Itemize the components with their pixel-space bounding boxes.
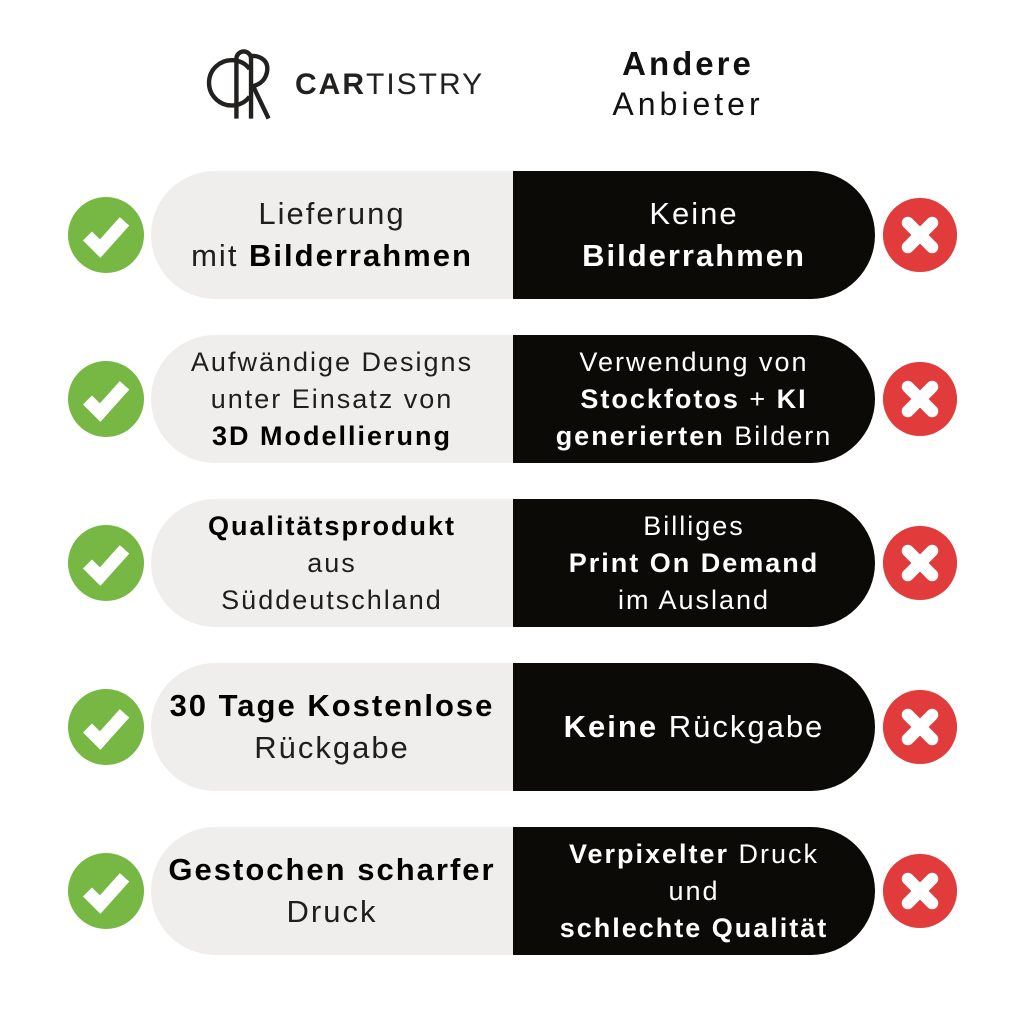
pill-text-regular: Lieferung: [258, 196, 406, 231]
pill-text-bold: generierten: [555, 420, 725, 451]
pill-text-regular: Verwendung von: [579, 346, 809, 377]
cartistry-benefit-pill: [151, 335, 513, 463]
cross-icon: [881, 524, 959, 602]
cross-icon: [881, 688, 959, 766]
pill-text-line: [307, 545, 357, 582]
pill-text-line: [221, 582, 443, 619]
comparison-pill: [151, 827, 875, 955]
pill-text-regular: mit: [191, 238, 250, 273]
check-icon: [67, 196, 145, 274]
pill-text-line: [560, 910, 829, 947]
pill-text-line: [668, 873, 719, 910]
pill-text-regular: Aufwändige Designs: [190, 346, 474, 377]
pill-text-line: [556, 418, 833, 455]
check-icon: [67, 852, 145, 930]
pill-text-bold: Bilderrahmen: [249, 238, 473, 273]
comparison-row: [0, 499, 1024, 627]
pill-text-regular: Druck: [729, 838, 820, 869]
pill-text-line: [258, 193, 405, 235]
cross-icon: [881, 852, 959, 930]
pill-text-regular: Rückgabe: [658, 709, 825, 744]
cross-icon: [881, 360, 959, 438]
cartistry-benefit-pill: [151, 499, 513, 627]
comparison-pill: [151, 499, 875, 627]
cartistry-benefit-pill: [151, 663, 513, 791]
comparison-rows: [0, 171, 1024, 991]
comparison-row: [0, 663, 1024, 791]
pill-text-regular: aus: [307, 547, 357, 578]
brand-logo: [205, 48, 484, 122]
pill-text-bold: Keine: [563, 709, 659, 744]
pill-text-bold: Gestochen scharfer: [168, 852, 496, 887]
competitor-drawback-pill: [513, 499, 875, 627]
competitor-drawback-pill: [513, 827, 875, 955]
check-icon: [67, 688, 145, 766]
cartistry-benefit-pill: [151, 827, 513, 955]
brand-wordmark-light: TISTRY: [366, 68, 485, 101]
check-icon: [67, 360, 145, 438]
pill-text-line: [254, 727, 410, 769]
competitor-drawback-pill: [513, 171, 875, 299]
pill-text-regular: Billiges: [643, 510, 745, 541]
pill-text-line: [569, 545, 820, 582]
comparison-pill: [151, 663, 875, 791]
pill-text-regular: Keine: [649, 196, 739, 231]
pill-text-regular: Bildern: [724, 420, 833, 451]
comparison-pill: [151, 171, 875, 299]
competitor-title-line2: Anbieter: [612, 86, 764, 122]
pill-text-line: [579, 344, 808, 381]
pill-text-bold: 30 Tage Kostenlose: [169, 688, 495, 723]
pill-text-line: [191, 344, 473, 381]
competitor-drawback-pill: [513, 663, 875, 791]
pill-text-bold: Print On Demand: [568, 547, 820, 578]
pill-text-bold: Verpixelter: [568, 838, 730, 869]
pill-text-bold: schlechte Qualität: [559, 912, 829, 943]
pill-text-line: [191, 235, 473, 277]
competitor-title-line1: Andere: [622, 45, 754, 82]
pill-text-line: [643, 508, 745, 545]
comparison-pill: [151, 335, 875, 463]
pill-text-line: [208, 508, 456, 545]
pill-text-bold: Bilderrahmen: [582, 238, 806, 273]
pill-text-regular: und: [668, 875, 720, 906]
competitor-column-title: [512, 44, 864, 124]
pill-text-regular: Rückgabe: [254, 730, 410, 765]
pill-text-bold: Qualitätsprodukt: [207, 510, 456, 541]
pill-text-line: [168, 849, 495, 891]
cross-icon: [881, 196, 959, 274]
pill-text-bold: KI: [776, 383, 808, 414]
pill-text-line: [569, 836, 819, 873]
pill-text-line: [649, 193, 738, 235]
pill-text-regular: Druck: [286, 894, 378, 929]
pill-text-line: [580, 381, 807, 418]
check-icon: [67, 524, 145, 602]
pill-text-regular: im Ausland: [617, 584, 771, 615]
pill-text-regular: +: [739, 383, 777, 414]
pill-text-line: [212, 418, 452, 455]
comparison-row: [0, 171, 1024, 299]
cartistry-monogram-icon: [205, 49, 281, 121]
pill-text-bold: 3D Modellierung: [211, 420, 452, 451]
cartistry-benefit-pill: [151, 171, 513, 299]
pill-text-line: [287, 891, 378, 933]
pill-text-regular: unter Einsatz von: [210, 383, 454, 414]
pill-text-bold: Stockfotos: [580, 383, 740, 414]
pill-text-line: [564, 706, 825, 748]
pill-text-line: [582, 235, 806, 277]
brand-wordmark: [295, 68, 484, 102]
comparison-row: [0, 827, 1024, 955]
pill-text-line: [211, 381, 454, 418]
pill-text-regular: Süddeutschland: [221, 584, 443, 615]
brand-wordmark-bold: CAR: [295, 68, 366, 101]
comparison-row: [0, 335, 1024, 463]
pill-text-line: [170, 685, 495, 727]
competitor-drawback-pill: [513, 335, 875, 463]
pill-text-line: [618, 582, 770, 619]
